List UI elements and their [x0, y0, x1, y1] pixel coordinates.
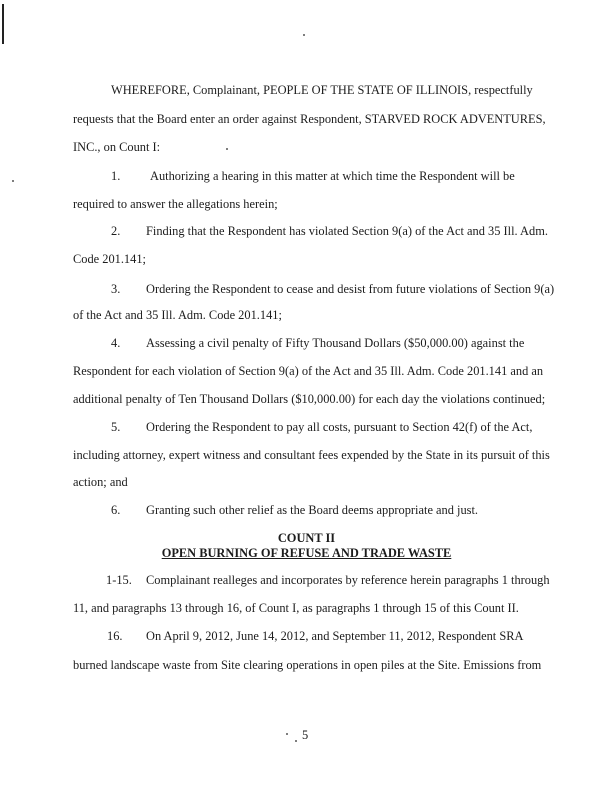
wherefore-line-3: INC., on Count I: — [73, 140, 161, 154]
wherefore-line-1: WHEREFORE, Complainant, PEOPLE OF THE STATE OF ILLINOIS, respectfully — [111, 83, 533, 97]
scan-speck — [286, 733, 288, 735]
scan-speck — [295, 740, 297, 742]
relief-item-3-line-1: Ordering the Respondent to cease and desist from future violations of Section 9(a) — [146, 282, 555, 296]
page-edge-mark — [2, 4, 4, 44]
page-number: 5 — [302, 728, 309, 742]
count-subheading: OPEN BURNING OF REFUSE AND TRADE WASTE — [161, 546, 452, 560]
relief-item-2-line-2: Code 201.141; — [73, 252, 146, 266]
relief-item-5-line-2: including attorney, expert witness and consultant fees expended by the State in its pursuit of this — [73, 448, 550, 462]
relief-item-4-number: 4. — [111, 336, 121, 350]
relief-item-1-line-2: required to answer the allegations herein; — [73, 197, 278, 211]
relief-item-5-line-1: Ordering the Respondent to pay all costs, pursuant to Section 42(f) of the Act, — [146, 420, 533, 434]
relief-item-5-line-3: action; and — [73, 475, 128, 489]
relief-item-4-line-2: Respondent for each violation of Section 9(a) of the Act and 35 Ill. Adm. Code 201.141 and an — [73, 364, 544, 378]
relief-item-3-line-2: of the Act and 35 Ill. Adm. Code 201.141; — [73, 308, 282, 322]
paragraph-1-15-line-2: 11, and paragraphs 13 through 16, of Count I, as paragraphs 1 through 15 of this Count II. — [73, 601, 519, 615]
relief-item-4-line-1: Assessing a civil penalty of Fifty Thousand Dollars ($50,000.00) against the — [146, 336, 525, 350]
relief-item-4-line-3: additional penalty of Ten Thousand Dollars ($10,000.00) for each day the violations continued; — [73, 392, 546, 406]
scan-speck — [303, 34, 305, 36]
relief-item-2-number: 2. — [111, 224, 121, 238]
paragraph-1-15-number: 1-15. — [106, 573, 132, 587]
relief-item-2-line-1: Finding that the Respondent has violated Section 9(a) of the Act and 35 Ill. Adm. — [146, 224, 548, 238]
paragraph-16-line-2: burned landscape waste from Site clearing operations in open piles at the Site. Emissions from — [73, 658, 542, 672]
relief-item-1-number: 1. — [111, 169, 121, 183]
paragraph-16-line-1: On April 9, 2012, June 14, 2012, and September 11, 2012, Respondent SRA — [146, 629, 524, 643]
relief-item-3-number: 3. — [111, 282, 121, 296]
scan-speck — [226, 148, 228, 150]
paragraph-16-number: 16. — [107, 629, 123, 643]
relief-item-5-number: 5. — [111, 420, 121, 434]
paragraph-1-15-line-1: Complainant realleges and incorporates by reference herein paragraphs 1 through — [146, 573, 550, 587]
relief-item-1-line-1: Authorizing a hearing in this matter at which time the Respondent will be — [150, 169, 515, 183]
relief-item-6-line-1: Granting such other relief as the Board deems appropriate and just. — [146, 503, 479, 517]
wherefore-line-2: requests that the Board enter an order against Respondent, STARVED ROCK ADVENTURES, — [73, 112, 546, 126]
scan-speck — [12, 180, 14, 182]
relief-item-6-number: 6. — [111, 503, 121, 517]
count-heading: COUNT II — [277, 531, 336, 545]
